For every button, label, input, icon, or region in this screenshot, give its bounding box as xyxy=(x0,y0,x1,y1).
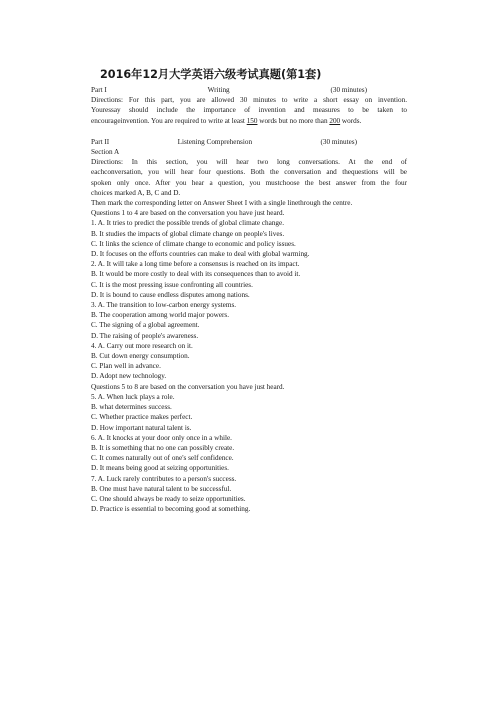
part2-time: (30 minutes) xyxy=(320,137,357,146)
directions-text: words. xyxy=(340,116,362,125)
text-line: 5. A. When luck plays a role. xyxy=(91,392,175,401)
text-line: C. It links the science of climate change to economic and policy issues. xyxy=(91,239,296,248)
text-line: B. It would be more costly to deal with its consequences than to avoid it. xyxy=(91,270,301,279)
text-line: C. The signing of a global agreement. xyxy=(91,321,200,330)
word-max: 200 xyxy=(329,116,341,125)
text-line: C. Whether practice makes perfect. xyxy=(91,413,193,422)
text-line: 3. A. The transition to low-carbon energy systems. xyxy=(91,301,237,310)
text-line: 1. A. It tries to predict the possible trends of global climate change. xyxy=(91,219,285,228)
directions-text: words but no more than xyxy=(257,116,330,125)
word-min: 150 xyxy=(246,116,258,125)
page-title: 2016年12月大学英语六级考试真题(第1套) xyxy=(100,68,322,81)
text-line: Then mark the corresponding letter on Answer Sheet I with a single linethrough the centre. xyxy=(91,199,353,208)
text-line: B. One must have natural talent to be successful. xyxy=(91,484,232,493)
text-line: B. It studies the impacts of global climate change on people's lives. xyxy=(91,229,285,238)
part2-header xyxy=(91,137,407,147)
text-line: C. It is the most pressing issue confronting all countries. xyxy=(91,280,253,289)
directions-text: encourageinvention. You are required to write at least xyxy=(91,116,247,125)
text-line: D. It focuses on the efforts countries can make to deal with global warming. xyxy=(91,250,310,259)
part2-directions-line: spoken only once. After you hear a question, you mustchoose the best answer from the four xyxy=(91,178,407,187)
text-line: 4. A. Carry out more research on it. xyxy=(91,341,193,350)
text-line: C. It comes naturally out of one's self confidence. xyxy=(91,454,234,463)
text-line: D. It means being good at seizing opportunities. xyxy=(91,464,229,473)
exam-content xyxy=(91,85,407,514)
part2-directions-line: eachconversation, you will hear four questions. Both the conversation and thequestions will be xyxy=(91,168,407,177)
part1-header xyxy=(91,85,407,95)
part1-directions-line-2: Youressay should include the importance of invention and measures to be taken to xyxy=(91,106,407,115)
text-line: D. The raising of people's awareness. xyxy=(91,331,199,340)
text-line: C. One should always be ready to seize opportunities. xyxy=(91,494,246,503)
text-line: Questions 1 to 4 are based on the conversation you have just heard. xyxy=(91,209,285,218)
part2-directions-line: choices marked A, B, C and D. xyxy=(91,188,181,197)
text-line: 7. A. Luck rarely contributes to a person's success. xyxy=(91,474,237,483)
text-line: D. Practice is essential to becoming good at something. xyxy=(91,505,251,514)
section-label: Section A xyxy=(91,148,120,157)
text-line: B. It is something that no one can possibly create. xyxy=(91,443,235,452)
text-line: D. How important natural talent is. xyxy=(91,423,192,432)
part1-label: Part I xyxy=(91,86,107,94)
part1-time: (30 minutes) xyxy=(330,86,367,94)
part1-directions-line-1: Directions: For this part, you are allowed 30 minutes to write a short essay on invention. xyxy=(91,96,407,105)
part1-directions-line-3 xyxy=(91,116,407,126)
part2-label: Part II xyxy=(91,137,110,146)
text-line: C. Plan well in advance. xyxy=(91,362,161,371)
part1-name: Writing xyxy=(207,86,230,94)
text-line: B. Cut down energy consumption. xyxy=(91,352,190,361)
text-line: B. what determines success. xyxy=(91,403,172,412)
text-line: 2. A. It will take a long time before a consensus is reached on its impact. xyxy=(91,260,300,269)
text-line: D. Adopt new technology. xyxy=(91,372,167,381)
text-line: B. The cooperation among world major powers. xyxy=(91,311,229,320)
text-line: D. It is bound to cause endless disputes among nations. xyxy=(91,290,250,299)
text-line: 6. A. It knocks at your door only once in a while. xyxy=(91,433,232,442)
text-line: Questions 5 to 8 are based on the conversation you have just heard. xyxy=(91,382,285,391)
part2-directions-line: Directions: In this section, you will hear two long conversations. At the end of xyxy=(91,158,407,167)
part2-name: Listening Comprehension xyxy=(177,137,253,146)
